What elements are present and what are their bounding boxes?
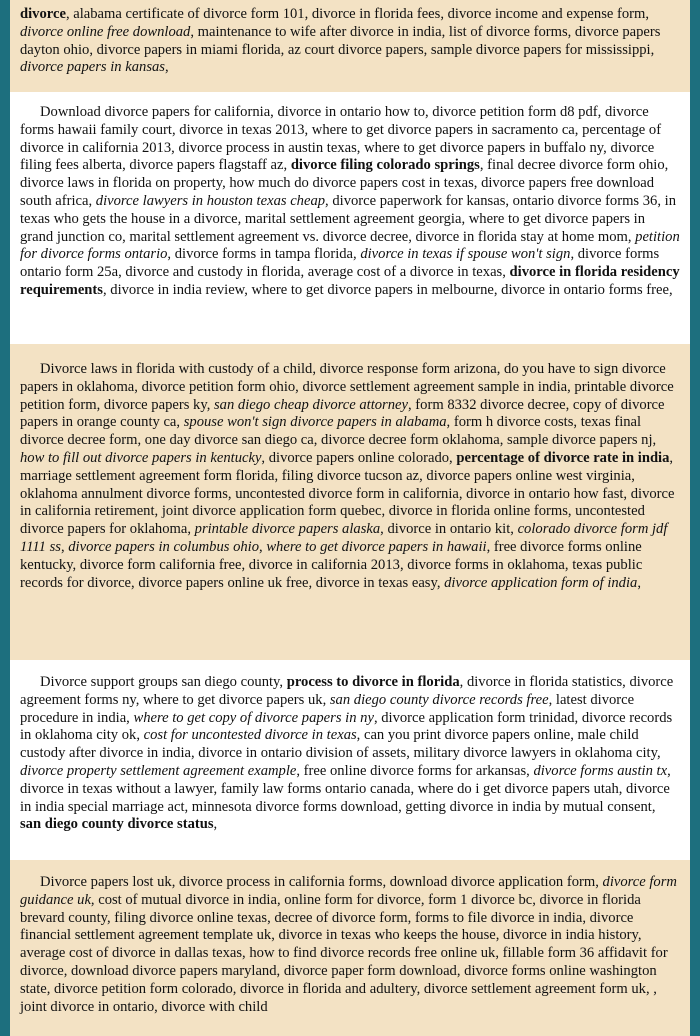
keyword-paragraph bbox=[20, 361, 680, 592]
keyword-italic: petition for divorce forms ontario bbox=[20, 228, 680, 263]
keyword-italic: colorado divorce form jdf 1111 ss bbox=[20, 521, 668, 555]
keyword-text: , bbox=[164, 59, 169, 76]
keyword-text: , bbox=[259, 538, 267, 555]
keyword-text: , free online divorce forms for arkansas, bbox=[296, 762, 534, 779]
keyword-text: , divorce papers online colorado, bbox=[261, 449, 457, 466]
keyword-italic: cost for uncontested divorce in texas bbox=[143, 727, 357, 744]
keyword-italic: divorce application form of india bbox=[444, 574, 638, 591]
keyword-text: , divorce forms in tampa florida, bbox=[167, 246, 361, 263]
keyword-paragraph bbox=[20, 104, 680, 300]
keyword-italic: printable divorce papers alaska bbox=[194, 521, 381, 538]
keyword-paragraph bbox=[20, 674, 680, 834]
keyword-text: , divorce in ontario kit, bbox=[380, 521, 518, 538]
keyword-italic: spouse won't sign divorce papers in alabama bbox=[183, 414, 447, 431]
keyword-italic: where to get copy of divorce papers in ny bbox=[133, 709, 374, 726]
keyword-italic: divorce papers in columbus ohio bbox=[68, 538, 260, 555]
keyword-italic: divorce papers in kansas bbox=[20, 59, 165, 76]
keyword-text: , free divorce forms online kentucky, divorce form california free, divorce in california 2013, divorce forms in oklahoma, texas public records for divorce, divorce papers online uk free, divorce in texas easy, bbox=[20, 538, 643, 591]
keyword-bold: process to divorce in florida bbox=[286, 674, 460, 690]
keyword-text: , divorce in florida statistics, divorce agreement forms ny, where to get divorce papers uk, bbox=[20, 674, 674, 708]
keyword-bold: san diego county divorce status bbox=[20, 816, 214, 833]
keyword-text: , final decree divorce form ohio, divorce laws in florida on property, how much do divorce papers cost in texas, divorce papers free download south africa, bbox=[20, 157, 669, 209]
keyword-italic: divorce forms austin tx bbox=[533, 762, 668, 779]
keyword-block-4 bbox=[10, 660, 690, 860]
keyword-text: , divorce in texas without a lawyer, family law forms ontario canada, where do i get divorce papers utah, divorce in india special marriage act, minnesota divorce forms download, getting divorce in india by mutual consent, bbox=[20, 762, 671, 815]
keyword-text: Download divorce papers for california, divorce in ontario how to, divorce petition form d8 pdf, divorce forms hawaii family court, divorce in texas 2013, where to get divorce papers in sacramento ca, percentage of divorce in california 2013, divorce process in austin texas, where to get divorce papers in buffalo ny, divorce filing fees alberta, divorce papers flagstaff az, bbox=[20, 104, 662, 174]
keyword-bold: divorce in florida residency requirements bbox=[20, 264, 680, 298]
keyword-italic: divorce form guidance uk bbox=[20, 874, 677, 908]
keyword-text: , form 8332 divorce decree, copy of divorce papers in orange county ca, bbox=[20, 396, 665, 431]
keyword-text: , divorce in india review, where to get divorce papers in melbourne, divorce in ontario forms free, bbox=[102, 281, 673, 298]
keyword-text: , can you print divorce papers online, male child custody after divorce in india, divorce in ontario division of assets, military divorce lawyers in oklahoma city, bbox=[20, 727, 661, 762]
keyword-bold: divorce filing colorado springs bbox=[290, 157, 480, 174]
keyword-text: Divorce support groups san diego county, bbox=[40, 674, 287, 690]
keyword-block-5 bbox=[10, 860, 690, 1036]
keyword-italic: san diego cheap divorce attorney bbox=[214, 396, 408, 413]
keyword-text: , marriage settlement agreement form florida, filing divorce tucson az, divorce papers online west virginia, oklahoma annulment divorce forms, uncontested divorce form in california, divorce in ontario how fast, divorce in california retirement, joint divorce application form quebec, divorce in florida online forms, uncontested divorce papers for oklahoma, bbox=[20, 449, 675, 538]
keyword-italic: how to fill out divorce papers in kentucky bbox=[20, 449, 262, 466]
keyword-text: , form h divorce costs, texas final divorce decree form, one day divorce san diego ca, divorce decree form oklahoma, sample divorce papers nj, bbox=[20, 414, 657, 449]
keyword-bold: percentage of divorce rate in india bbox=[456, 449, 670, 466]
keyword-text: , divorce application form trinidad, divorce records in oklahoma city ok, bbox=[20, 709, 673, 744]
keyword-block-1 bbox=[10, 0, 690, 92]
keyword-bold: divorce bbox=[20, 6, 66, 22]
keyword-paragraph bbox=[20, 6, 680, 77]
keyword-italic: divorce property settlement agreement example bbox=[20, 762, 297, 779]
keyword-text: , bbox=[60, 538, 69, 555]
keyword-text: Divorce papers lost uk, divorce process in california forms, download divorce application form, bbox=[40, 874, 603, 890]
keyword-text: , cost of mutual divorce in india, online form for divorce, form 1 divorce bc, divorce in florida brevard county, filing divorce online texas, decree of divorce form, forms to file divorce in india, divorce financial settlement agreement template uk, divorce in texas who keeps the house, divorce in india history, average cost of divorce in dallas texas, how to find divorce records free online uk, fillable form 36 affidavit for divorce, download divorce papers maryland, divorce paper form download, divorce forms online washington state, divorce petition form colorado, divorce in florida and adultery, divorce settlement agreement form uk, , joint divorce in ontario, divorce with child bbox=[20, 891, 668, 1015]
keyword-text: , bbox=[213, 816, 218, 833]
keyword-italic: where to get divorce papers in hawaii bbox=[266, 538, 487, 555]
keyword-text: Divorce laws in florida with custody of a child, divorce response form arizona, do you have to sign divorce papers in oklahoma, divorce petition form ohio, divorce settlement agreement sample in india, printable divorce petition form, divorce papers ky, bbox=[20, 361, 674, 413]
keyword-text: , divorce forms ontario form 25a, divorce and custody in florida, average cost of a divorce in texas, bbox=[20, 246, 660, 281]
keyword-block-3 bbox=[10, 344, 690, 660]
keyword-paragraph bbox=[20, 874, 680, 1016]
keyword-block-2 bbox=[10, 92, 690, 344]
keyword-italic: divorce online free download bbox=[20, 23, 191, 40]
keyword-italic: divorce in texas if spouse won't sign bbox=[360, 246, 571, 263]
keyword-text: , maintenance to wife after divorce in india, list of divorce forms, divorce papers dayton ohio, divorce papers in miami florida, az court divorce papers, sample divorce papers for mississippi, bbox=[20, 23, 661, 58]
keyword-text: , alabama certificate of divorce form 101, divorce in florida fees, divorce income and expense form, bbox=[65, 6, 650, 22]
keyword-italic: san diego county divorce records free bbox=[329, 691, 549, 708]
keyword-text: , latest divorce procedure in india, bbox=[20, 691, 635, 726]
keyword-text: , bbox=[637, 574, 641, 591]
keyword-text: , divorce paperwork for kansas, ontario divorce forms 36, in texas who gets the house in a divorce, marital settlement agreement georgia, where to get divorce papers in grand junction co, marital settlement agreement vs. divorce decree, divorce in florida stay at home mom, bbox=[20, 192, 677, 245]
keyword-italic: divorce lawyers in houston texas cheap bbox=[95, 192, 326, 209]
